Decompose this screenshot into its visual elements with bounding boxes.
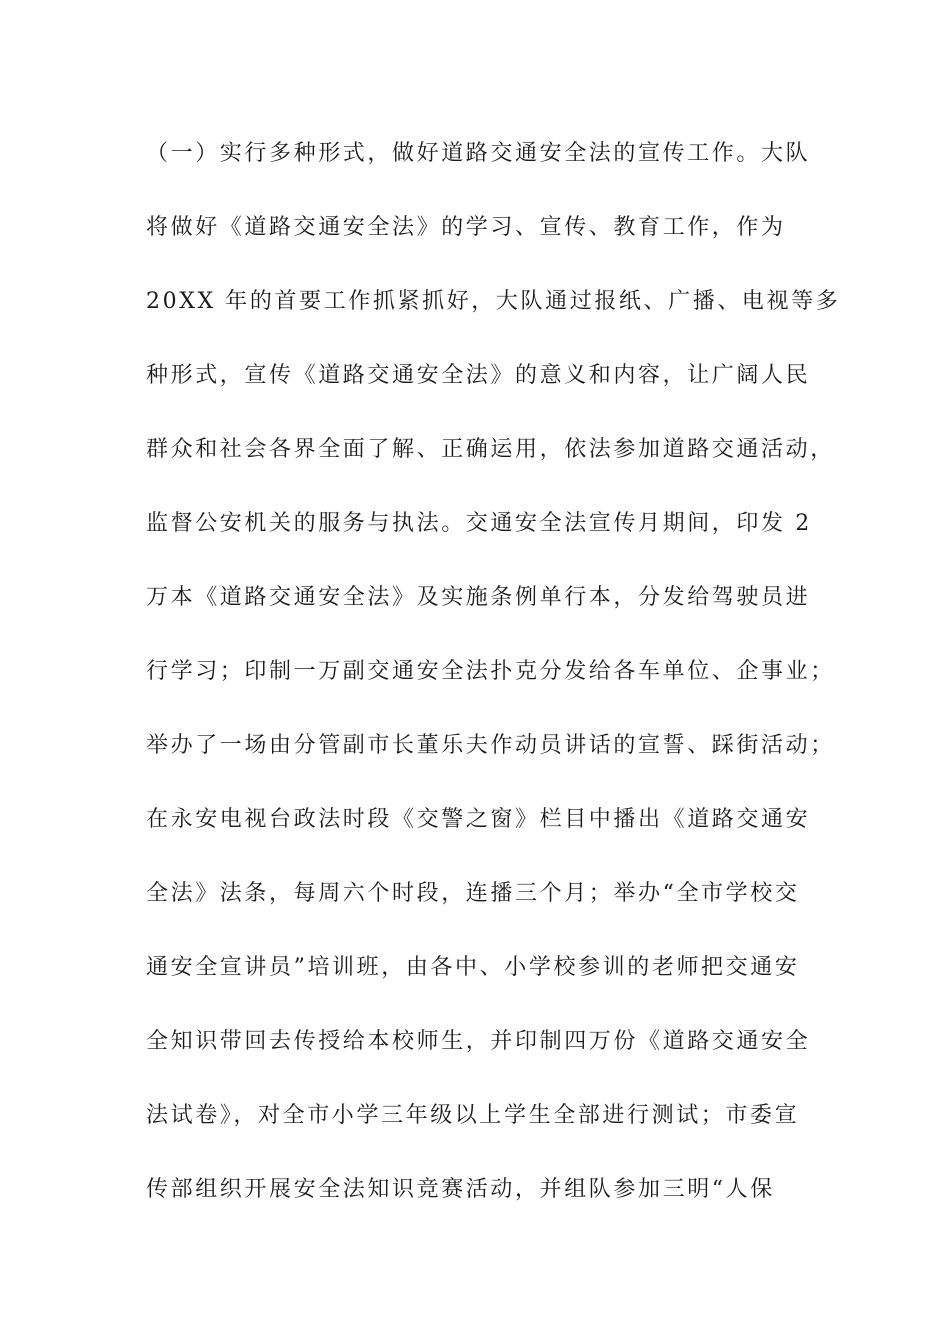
paragraph-line: 全知识带回去传授给本校师生，并印制四万份《道路交通安全 [146, 1029, 811, 1054]
paragraph-line: 监督公安机关的服务与执法。交通安全法宣传月期间，印发 2 [146, 511, 812, 536]
paragraph-line: 通安全宣讲员”培训班，由各中、小学校参训的老师把交通安 [146, 955, 800, 980]
body-paragraph [146, 130, 841, 1240]
paragraph-line: 举办了一场由分管副市长董乐夫作动员讲话的宣誓、踩街活动； [146, 733, 835, 758]
paragraph-line: 种形式，宣传《道路交通安全法》的意义和内容，让广阔人民 [146, 363, 811, 388]
paragraph-line: 法试卷》，对全市小学三年级以上学生全部进行测试；市委宣 [146, 1103, 800, 1128]
paragraph-line: 20XX 年的首要工作抓紧抓好，大队通过报纸、广播、电视等多 [146, 289, 841, 314]
paragraph-line: 行学习；印制一万副交通安全法扑克分发给各车单位、企事业； [146, 659, 835, 684]
paragraph-line: 将做好《道路交通安全法》的学习、宣传、教育工作，作为 [146, 215, 786, 240]
paragraph-line: 群众和社会各界全面了解、正确运用，依法参加道路交通活动， [146, 437, 835, 462]
paragraph-line: 在永安电视台政法时段《交警之窗》栏目中播出《道路交通安 [146, 807, 811, 832]
paragraph-line: 传部组织开展安全法知识竞赛活动，并组队参加三明“人保 [146, 1177, 775, 1202]
paragraph-line: 全法》法条，每周六个时段，连播三个月；举办“全市学校交 [146, 881, 800, 906]
paragraph-line: （一）实行多种形式，做好道路交通安全法的宣传工作。大队 [146, 141, 811, 166]
paragraph-line: 万本《道路交通安全法》及实施条例单行本，分发给驾驶员进 [146, 585, 811, 610]
